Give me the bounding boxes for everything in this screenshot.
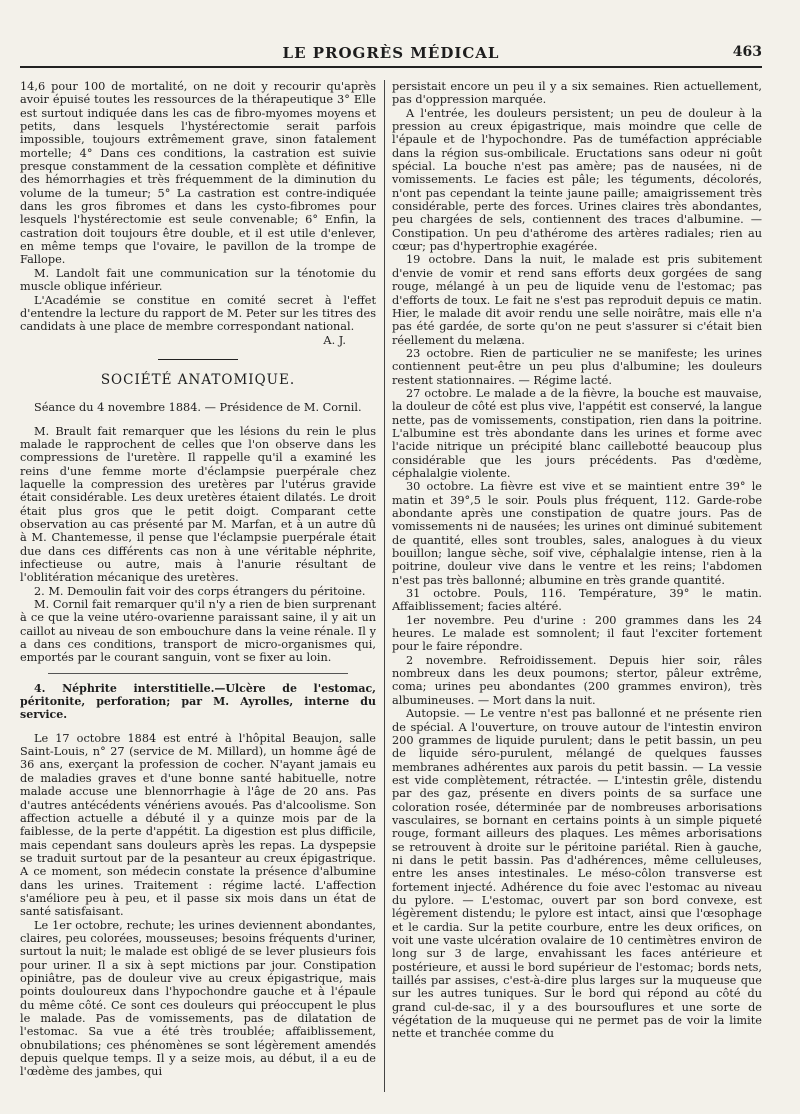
session-heading: Séance du 4 novembre 1884. — Présidence de M. Cornil.	[34, 401, 362, 415]
paragraph: L'Académie se constitue en comité secret à l'effet d'entendre la lecture du rapport de M. Peter sur les titres des candidats à une place de membre correspondant national.	[20, 293, 376, 334]
paragraph: M. Brault fait remarquer que les lésions du rein le plus malade le rapprochent de celles que l'on observe dans les compressions de l'uretère. Il rappelle qu'il a examiné les reins d'une femme morte d'éclampsie puerpérale chez laquelle la compression des uretères par l'utérus gravide était considérable. Les deux uretères étaient dilatés. Le droit était plus gros que le petit doigt. Comparant cette observation au cas présenté par M. Marfan, et à un autre dû à M. Chantemesse, il pense que l'éclampsie puerpérale était due dans ces différents cas non à une véritable néphrite, infectieuse ou autre, mais à l'anurie résultant de l'oblitération mécanique des uretères.	[20, 424, 376, 585]
author-signature: A. J.	[323, 333, 346, 347]
right-column	[392, 80, 762, 1092]
paragraph: 31 octobre. Pouls, 116. Température, 39° le matin. Affaiblissement; facies altéré.	[392, 587, 762, 614]
article-title: 4. Néphrite interstitielle.—Ulcère de l'estomac, péritonite, perforation; par M. Ayrolles, interne du service.	[20, 681, 376, 722]
section-divider	[158, 359, 238, 360]
paragraph: persistait encore un peu il y a six semaines. Rien actuellement, pas d'oppression marquée.	[392, 80, 762, 107]
paragraph: Le 17 octobre 1884 est entré à l'hôpital Beaujon, salle Saint-Louis, n° 27 (service de M. Millard), un homme âgé de 36 ans, exerçant la profession de cocher. N'ayant jamais eu de maladies graves et d'une bonne santé habituelle, notre malade accuse une blennorrhagie à l'âge de 20 ans. Pas d'autres antécédents vénériens avoués. Pas d'alcoolisme. Son affection actuelle a débuté il y a quinze mois par de la faiblesse, de la perte d'appétit. La digestion est plus difficile, mais cependant sans douleurs après les repas. La dyspepsie se traduit surtout par de la pesanteur au creux épigastrique. A ce moment, son médecin constate la présence d'albumine dans les urines. Traitement : régime lacté. L'affection s'améliore peu à peu, et il passe six mois dans un état de santé satisfaisant.	[20, 731, 376, 919]
paragraph: 19 octobre. Dans la nuit, le malade est pris subitement d'envie de vomir et rend sans efforts deux gorgées de sang rouge, mélangé à un peu de liquide venu de l'estomac; pas d'efforts de toux. Le fait ne s'est pas reproduit depuis ce matin. Hier, le malade dit avoir rendu une selle noirâtre, mais elle n'a pas été gardée, de sorte qu'on ne peut s'assurer si c'était bien réellement du melæna.	[392, 253, 762, 347]
paragraph: 14,6 pour 100 de mortalité, on ne doit y recourir qu'après avoir épuisé toutes les ressources de la thérapeutique 3° Elle est surtout indiquée dans les cas de fibro-myomes moyens et petits, dans lesquels l'hystérectomie serait parfois impossible, toujours extrêmement grave, sinon fatalement mortelle; 4° Dans ces conditions, la castration est suivie presque constamment de la cessation complète et définitive des hémorrhagies et très fréquemment de la diminution du volume de la tumeur; 5° La castration est contre-indiquée dans les gros fibromes et dans les cysto-fibromes pour lesquels l'hystérectomie est seule convenable; 6° Enfin, la castration doit toujours être double, et il est utile d'enlever, en même temps que l'ovaire, le pavillon de la trompe de Fallope.	[20, 80, 376, 267]
paragraph: A l'entrée, les douleurs persistent; un peu de douleur à la pression au creux épigastrique, mais moindre que celle de l'épaule et de l'hypochondre. Pas de tuméfaction appréciable dans la région sus-ombilicale. Eructations sans odeur ni goût spécial. La bouche n'est pas amère; pas de nausées, ni de vomissements. Le facies est pâle; les téguments, décolorés, n'ont pas cependant la teinte jaune paille; amaigrissement très considérable, perte des forces. Urines claires très abondantes, peu chargées de sels, contiennent des traces d'albumine. — Constipation. Un peu d'athérome des artères radiales; rien au cœur; pas d'hypertrophie exagérée.	[392, 106, 762, 254]
paragraph: Le 1er octobre, rechute; les urines deviennent abondantes, claires, peu colorées, mousseuses; besoins fréquents d'uriner, surtout la nuit; le malade est obligé de se lever plusieurs fois pour uriner. Il a six à sept mictions par jour. Constipation opiniâtre, pas de douleur vive au creux épigastrique, mais points douloureux dans l'hypochondre gauche et à l'épaule du même côté. Ce sont ces douleurs qui préoccupent le plus le malade. Pas de vomissements, pas de dilatation de l'estomac. Sa vue a été très troublée; affaiblissement, obnubilations; ces phénomènes se sont légèrement amendés depuis quelque temps. Il y a seize mois, au début, il a eu de l'œdème des jambes, qui	[20, 918, 376, 1079]
paragraph: Autopsie. — Le ventre n'est pas ballonné et ne présente rien de spécial. A l'ouverture, on trouve autour de l'intestin environ 200 grammes de liquide purulent; dans le petit bassin, un peu de liquide séro-purulent, mélangé de quelques fausses membranes adhérentes aux parois du petit bassin. — La vessie est vide complètement, rétractée. — L'intestin grêle, distendu par des gaz, présente en divers points de sa surface une coloration rosée, déterminée par de nombreuses arborisations vasculaires, se bornant en certains points à un simple piqueté rouge, formant ailleurs des plaques. Les mêmes arborisations se retrouvent à droite sur le péritoine pariétal. Rien à gauche, ni dans le petit bassin. Pas d'adhérences, même celluleuses, entre les anses intestinales. Le méso-côlon transverse est fortement injecté. Adhérence du foie avec l'estomac au niveau du pylore. — L'estomac, ouvert par son bord convexe, est légèrement distendu; le pylore est intact, ainsi que l'œsophage et le cardia. Sur la petite courbure, entre les deux orifices, on voit une vaste ulcération ovalaire de 10 centimètres environ de long sur 3 de large, envahissant les faces antérieure et postérieure, et aussi le bord supérieur de l'estomac; bords nets, taillés par assises, c'est-à-dire plus larges sur la muqueuse que sur les autres tuniques. Sur le bord qui répond au côté du grand cul-de-sac, il y a des boursouflures et une sorte de végétation de la muqueuse qui ne permet pas de voir la limite nette et tranchée comme du	[392, 707, 762, 1041]
page-number: 463	[732, 44, 762, 60]
page-header	[20, 38, 762, 68]
paragraph: 2. M. Demoulin fait voir des corps étrangers du péritoine.	[34, 584, 366, 598]
journal-title: LE PROGRÈS MÉDICAL	[282, 44, 500, 62]
column-divider	[384, 80, 385, 1092]
paragraph: 1er novembre. Peu d'urine : 200 grammes dans les 24 heures. Le malade est somnolent; il faut l'exciter fortement pour le faire répondre.	[392, 613, 762, 654]
paragraph: 27 octobre. Le malade a de la fièvre, la bouche est mauvaise, la douleur de côté est plus vive, l'appétit est conservé, la langue nette, pas de vomissements, constipation, rien dans la poitrine. L'albumine est très abondante dans les urines et forme avec l'acide nitrique un précipité blanc caillebotté beaucoup plus considérable que les jours précédents. Pas d'œdème, céphalalgie violente.	[392, 386, 762, 480]
section-title: SOCIÉTÉ ANATOMIQUE.	[100, 371, 296, 388]
paragraph: 23 octobre. Rien de particulier ne se manifeste; les urines contiennent peut-être un peu plus d'albumine; les douleurs restent stationnaires. — Régime lacté.	[392, 346, 762, 387]
paragraph: 30 octobre. La fièvre est vive et se maintient entre 39° le matin et 39°,5 le soir. Pouls plus fréquent, 112. Garde-robe abondante après une constipation de quatre jours. Pas de vomissements ni de nausées; les urines ont diminué subitement de quantité, elles sont troubles, sales, analogues à du vieux bouillon; langue sèche, soif vive, céphalalgie intense, rien à la poitrine, douleur vive dans le ventre et les reins; l'abdomen n'est pas très ballonné; albumine en très grande quantité.	[392, 480, 762, 587]
left-column	[20, 80, 376, 1092]
paragraph: M. Landolt fait une communication sur la ténotomie du muscle oblique inférieur.	[20, 266, 376, 294]
article-divider	[48, 673, 348, 674]
paragraph: M. Cornil fait remarquer qu'il n'y a rien de bien surprenant à ce que la veine utéro-ovarienne paraissant saine, il y ait un caillot au niveau de son embouchure dans la veine rénale. Il y a dans ces conditions, transport de micro-organismes qui, emportés par le courant sanguin, vont se fixer au loin.	[20, 598, 376, 665]
paragraph: 2 novembre. Refroidissement. Depuis hier soir, râles nombreux dans les deux poumons; stertor, pâleur extrême, coma; urines peu abondantes (200 grammes environ), très albumineuses. — Mort dans la nuit.	[392, 653, 762, 707]
